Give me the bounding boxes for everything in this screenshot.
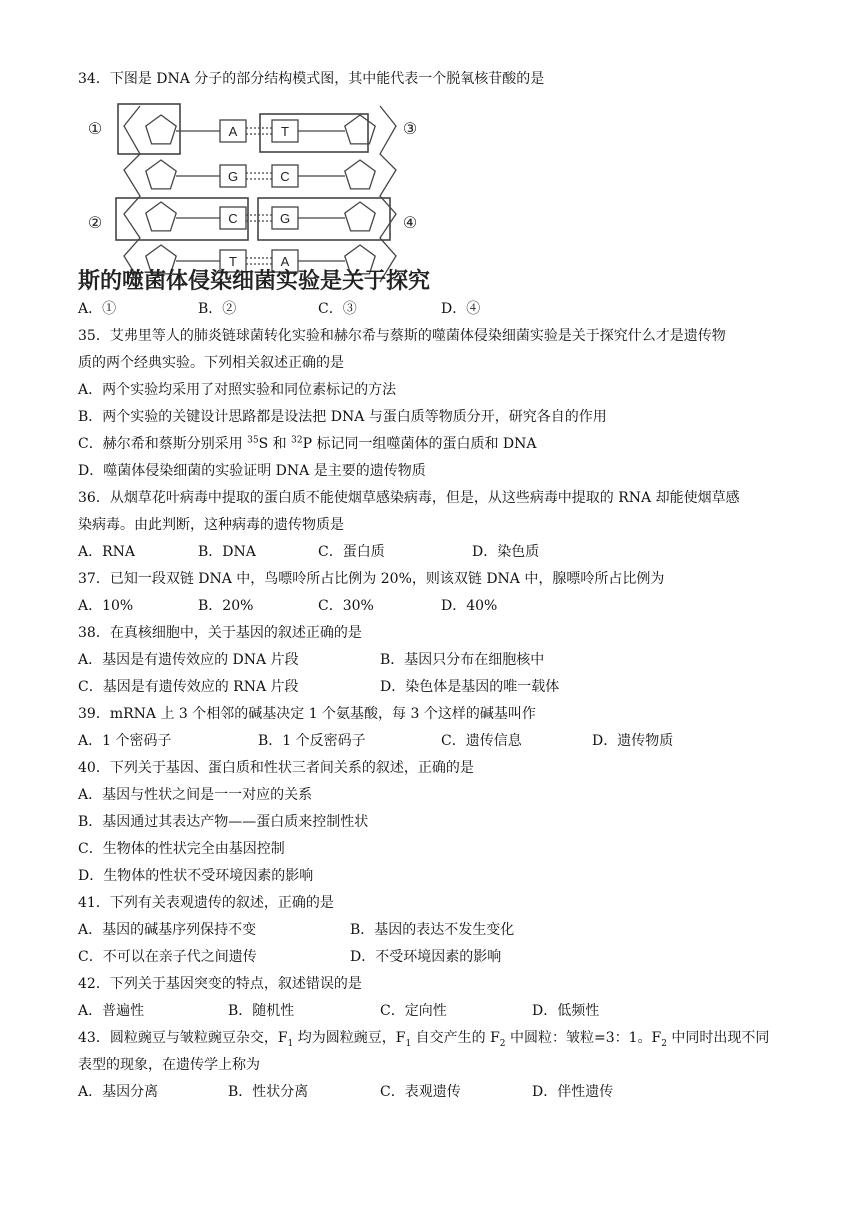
q35-option-c[interactable]: C．赫尔希和蔡斯分别采用 $^{35}$S 和 $^{32}$P 标记同一组噬菌体的蛋白质和 DNA bbox=[78, 435, 537, 452]
q34-option-c[interactable]: C．③ bbox=[318, 301, 357, 317]
circled-number-label: ① bbox=[87, 121, 103, 138]
right-sugar-pentagon bbox=[345, 202, 375, 231]
q35-stem-line2: 质的两个经典实验。下列相关叙述正确的是 bbox=[78, 355, 344, 371]
q37-stem: 37．已知一段双链 DNA 中，鸟嘌呤所占比例为 20%，则该双链 DNA 中，腺嘌呤所占比例为 bbox=[78, 571, 665, 587]
q38-option-a[interactable]: A．基因是有遗传效应的 DNA 片段 bbox=[78, 652, 299, 668]
q39-stem: 39．mRNA 上 3 个相邻的碱基决定 1 个氨基酸，每 3 个这样的碱基叫作 bbox=[78, 706, 536, 722]
right-sugar-pentagon bbox=[345, 115, 375, 144]
q41-option-a[interactable]: A．基因的碱基序列保持不变 bbox=[78, 922, 257, 938]
q38-option-b[interactable]: B．基因只分布在细胞核中 bbox=[380, 652, 545, 668]
circled-number-label: ④ bbox=[402, 215, 418, 232]
q43-option-a[interactable]: A．基因分离 bbox=[78, 1084, 159, 1100]
q38-option-d[interactable]: D．染色体是基因的唯一载体 bbox=[380, 679, 560, 695]
right-base-label: C bbox=[280, 169, 290, 184]
q36-stem-line1: 36．从烟草花叶病毒中提取的蛋白质不能使烟草感染病毒，但是，从这些病毒中提取的 RNA 却能使烟草感 bbox=[78, 490, 740, 506]
q37-option-c[interactable]: C．30% bbox=[318, 598, 374, 614]
right-base-label: T bbox=[281, 124, 289, 139]
q40-option-a[interactable]: A．基因与性状之间是一一对应的关系 bbox=[78, 787, 313, 803]
circled-number-label: ② bbox=[87, 215, 103, 232]
q39-option-b[interactable]: B．1 个反密码子 bbox=[258, 733, 366, 749]
q43-option-c[interactable]: C．表观遗传 bbox=[380, 1084, 461, 1100]
q36-stem-line2: 染病毒。由此判断，这种病毒的遗传物质是 bbox=[78, 517, 344, 533]
dna-structure-figure bbox=[78, 96, 448, 286]
q39-option-c[interactable]: C．遗传信息 bbox=[441, 733, 522, 749]
q39-option-a[interactable]: A．1 个密码子 bbox=[78, 733, 172, 749]
q35-option-b[interactable]: B．两个实验的关键设计思路都是设法把 DNA 与蛋白质等物质分开，研究各自的作用 bbox=[78, 409, 607, 425]
left-base-label: A bbox=[228, 124, 238, 139]
q36-option-d[interactable]: D．染色质 bbox=[472, 544, 540, 560]
q43-option-d[interactable]: D．伴性遗传 bbox=[532, 1084, 614, 1100]
left-backbone-line bbox=[124, 106, 140, 282]
q42-option-d[interactable]: D．低频性 bbox=[532, 1003, 600, 1019]
q34-option-a[interactable]: A．① bbox=[78, 301, 117, 317]
q43-stem-line2: 表型的现象，在遗传学上称为 bbox=[78, 1057, 260, 1073]
box-4 bbox=[258, 198, 390, 240]
q42-option-c[interactable]: C．定向性 bbox=[380, 1003, 447, 1019]
q42-stem: 42．下列关于基因突变的特点，叙述错误的是 bbox=[78, 976, 362, 992]
q34-option-d[interactable]: D．④ bbox=[441, 301, 481, 317]
q40-option-c[interactable]: C．生物体的性状完全由基因控制 bbox=[78, 841, 285, 857]
q41-option-c[interactable]: C．不可以在亲子代之间遗传 bbox=[78, 949, 257, 965]
q41-option-b[interactable]: B．基因的表达不发生变化 bbox=[350, 922, 515, 938]
q40-option-d[interactable]: D．生物体的性状不受环境因素的影响 bbox=[78, 868, 314, 884]
q43-stem-line1: 43．圆粒豌豆与皱粒豌豆杂交，$F_1$ 均为圆粒豌豆，$F_1$ 自交产生的 $F_2$ 中圆粒：皱粒=3：1。$F_2$ 中同时出现不同 bbox=[78, 1030, 770, 1049]
q42-option-a[interactable]: A．普遍性 bbox=[78, 1003, 145, 1019]
q34-option-b[interactable]: B．② bbox=[198, 301, 237, 317]
q41-stem: 41．下列有关表观遗传的叙述，正确的是 bbox=[78, 895, 334, 911]
q35-stem-line1: 35．艾弗里等人的肺炎链球菌转化实验和赫尔希与蔡斯的噬菌体侵染细菌实验是关于探究什么才是遗传物 bbox=[78, 328, 726, 344]
right-backbone-line bbox=[380, 106, 396, 282]
overlapping-cut-text: 斯的噬菌体侵染细菌实验是关于探究 bbox=[78, 268, 431, 294]
right-base-label: G bbox=[279, 211, 291, 226]
q35-option-d[interactable]: D．噬菌体侵染细菌的实验证明 DNA 是主要的遗传物质 bbox=[78, 463, 426, 479]
q37-option-a[interactable]: A．10% bbox=[78, 598, 134, 614]
q36-option-c[interactable]: C．蛋白质 bbox=[318, 544, 385, 560]
q37-option-b[interactable]: B．20% bbox=[198, 598, 254, 614]
box-1 bbox=[118, 104, 180, 154]
q41-option-d[interactable]: D．不受环境因素的影响 bbox=[350, 949, 502, 965]
q34-stem: 34．下图是 DNA 分子的部分结构模式图，其中能代表一个脱氧核苷酸的是 bbox=[78, 71, 545, 87]
q38-stem: 38．在真核细胞中，关于基因的叙述正确的是 bbox=[78, 625, 362, 641]
q36-option-b[interactable]: B．DNA bbox=[198, 544, 256, 560]
q39-option-d[interactable]: D．遗传物质 bbox=[592, 733, 674, 749]
left-sugar-pentagon bbox=[146, 160, 176, 189]
q43-option-b[interactable]: B．性状分离 bbox=[228, 1084, 309, 1100]
right-base-label: A bbox=[280, 254, 290, 269]
right-sugar-pentagon bbox=[345, 160, 375, 189]
q36-option-a[interactable]: A．RNA bbox=[78, 544, 136, 560]
q42-option-b[interactable]: B．随机性 bbox=[228, 1003, 295, 1019]
left-base-label: T bbox=[229, 254, 237, 269]
left-sugar-pentagon bbox=[146, 115, 176, 144]
q38-option-c[interactable]: C．基因是有遗传效应的 RNA 片段 bbox=[78, 679, 299, 695]
left-base-label: G bbox=[227, 169, 239, 184]
q35-option-a[interactable]: A．两个实验均采用了对照实验和同位素标记的方法 bbox=[78, 382, 397, 398]
circled-number-label: ③ bbox=[402, 121, 418, 138]
q40-option-b[interactable]: B．基因通过其表达产物——蛋白质来控制性状 bbox=[78, 814, 369, 830]
q37-option-d[interactable]: D．40% bbox=[441, 598, 498, 614]
left-sugar-pentagon bbox=[146, 202, 176, 231]
q40-stem: 40．下列关于基因、蛋白质和性状三者间关系的叙述，正确的是 bbox=[78, 760, 474, 776]
left-base-label: C bbox=[228, 211, 238, 226]
